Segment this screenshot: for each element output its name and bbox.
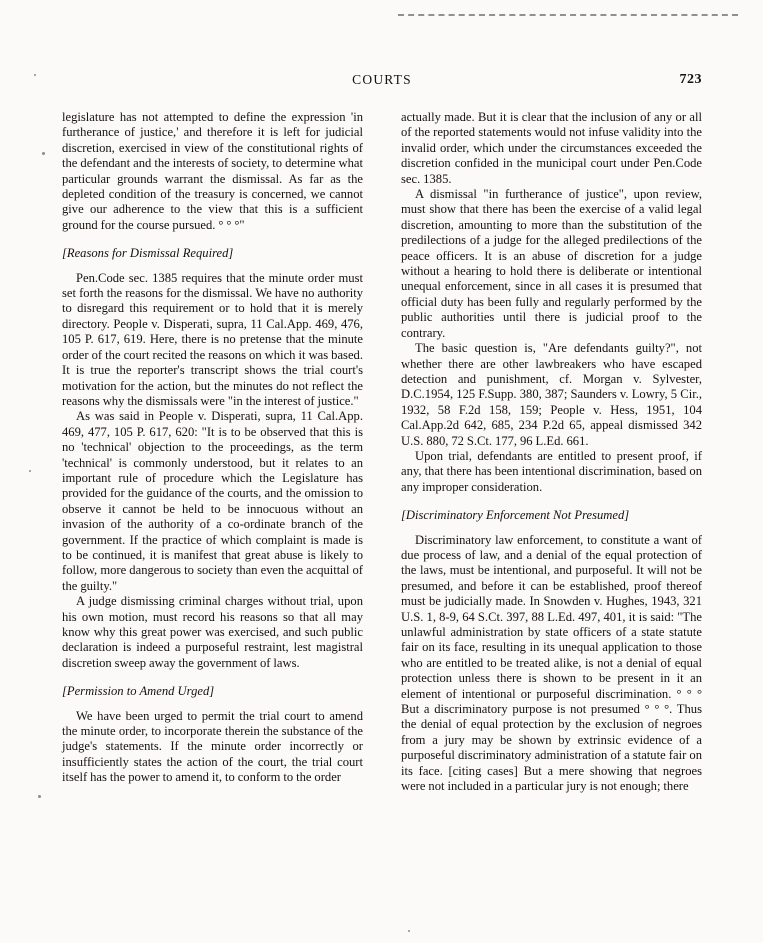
- page-header: [62, 72, 702, 90]
- body-columns: [62, 110, 702, 794]
- scan-speck: [408, 930, 410, 932]
- paragraph: The basic question is, "Are defendants guilty?", not whether there are other lawbreakers who have escaped detection and punishment, cf. Morgan v. Sylvester, D.C.1954, 125 F.Supp. 380, 387; Saunders v. Lowry, 5 Cir., 1932, 58 F.2d 158, 159; People v. Hess, 1951, 104 Cal.App.2d 642, 685, 234 P.2d 65, appeal dismissed 342 U.S. 880, 72 S.Ct. 177, 96 L.Ed. 661.: [401, 341, 702, 448]
- paragraph: A judge dismissing criminal charges without trial, upon his own motion, must record his reasons so that all may know why this great power was exercised, and such public declaration is indeed a purposeful restraint, lest magistral discretion sweep away the government of laws.: [62, 594, 363, 670]
- running-head: COURTS: [352, 72, 412, 87]
- section-subhead: [Reasons for Dismissal Required]: [62, 246, 234, 261]
- paragraph: A dismissal "in furtherance of justice", upon review, must show that there has been the exercise of a valid legal discretion, amounting to more than the substitution of the predilections of a judge for the alleged predilections of the peace officers. It is an abuse of discretion for a judge without a hearing to hold there is deliberate or intentional unequal enforcement, since in all cases it is presumed that official duty has been fully and regularly performed by the public authorities until there is judicial proof to the contrary.: [401, 187, 702, 340]
- paragraph: Discriminatory law enforcement, to constitute a want of due process of law, and a denial of the equal protection of the laws, must be intentional, and purposeful. It will not be presumed, and before it can be established, proof thereof must be judicially made. In Snowden v. Hughes, 1943, 321 U.S. 1, 8-9, 64 S.Ct. 397, 88 L.Ed. 497, 401, it is said: "The unlawful administration by state officers of a state statute fair on its face, resulting in its unequal application to those who are entitled to be treated alike, is not a denial of equal protection unless there is shown to be present in it an element of intentional or purposeful discrimination. ° ° ° But a discriminatory purpose is not presumed ° ° °. Thus the denial of equal protection by the exclusion of negroes from a jury may be shown by extrinsic evidence of a purposeful discriminatory administration of a statute fair on its face. [citing cases] But a mere showing that negroes were not included in a particular jury is not enough; there: [401, 532, 702, 794]
- left-column: [62, 110, 363, 794]
- paragraph: Upon trial, defendants are entitled to present proof, if any, that there has been intentional discrimination, based on any improper consideration.: [401, 448, 702, 494]
- paragraph: We have been urged to permit the trial court to amend the minute order, to incorporate therein the substance of the judge's statements. If the minute order incorrectly or insufficiently states the action of the court, the trial court itself has the power to amend it, to conform to the order: [62, 708, 363, 785]
- section-subhead: [Discriminatory Enforcement Not Presumed]: [401, 508, 630, 523]
- scan-artifact-dashed-rule: [398, 14, 738, 16]
- page-number: 723: [679, 72, 702, 87]
- scan-speck: [34, 74, 36, 76]
- section-subhead: [Permission to Amend Urged]: [62, 684, 215, 699]
- right-column: [401, 110, 702, 794]
- paragraph: legislature has not attempted to define the expression 'in furtherance of justice,' and therefore it is left for judicial discretion, exercised in view of the constitutional rights of the defendant and the interests of society, to determine what particular grounds warrant the dismissal. As far as the depleted condition of the treasury is concerned, we cannot give our adherence to the view that this is a sufficient ground for the course pursued. ° ° °": [62, 110, 363, 232]
- scan-speck: [29, 470, 31, 472]
- paragraph: As was said in People v. Disperati, supra, 11 Cal.App. 469, 477, 105 P. 617, 620: "It is to be observed that this is no 'technical' objection to the proceedings, as the term 'technical' is commonly understood, but it relates to an important rule of procedure which the Legislature has provided for the guidance of the courts, and the omission to observe it cannot be held to be innocuous without an invasion of the authority of a co-ordinate branch of the government. If the practice of which complaint is made is to be continued, it is manifest that great abuse is likely to follow, more dangerous to society than even the acquittal of the guilty.": [62, 409, 363, 593]
- scan-speck: [42, 152, 45, 155]
- paragraph: actually made. But it is clear that the inclusion of any or all of the reported statements would not infuse validity into the invalid order, which under the circumstances exceeded the discretion confided in the municipal court under Pen.Code sec. 1385.: [401, 110, 702, 186]
- paragraph: Pen.Code sec. 1385 requires that the minute order must set forth the reasons for the dismissal. We have no authority to disregard this requirement or to hold that it is merely directory. People v. Disperati, supra, 11 Cal.App. 469, 476, 105 P. 617, 619. Here, there is no pretense that the minute order of the court recited the reasons on which it was based. It is true the reporter's transcript shows the trial court's motivation for the action, but the minutes do not reflect the reasons why the dismissals were "in the interest of justice.": [62, 270, 363, 408]
- scan-speck: [38, 795, 41, 798]
